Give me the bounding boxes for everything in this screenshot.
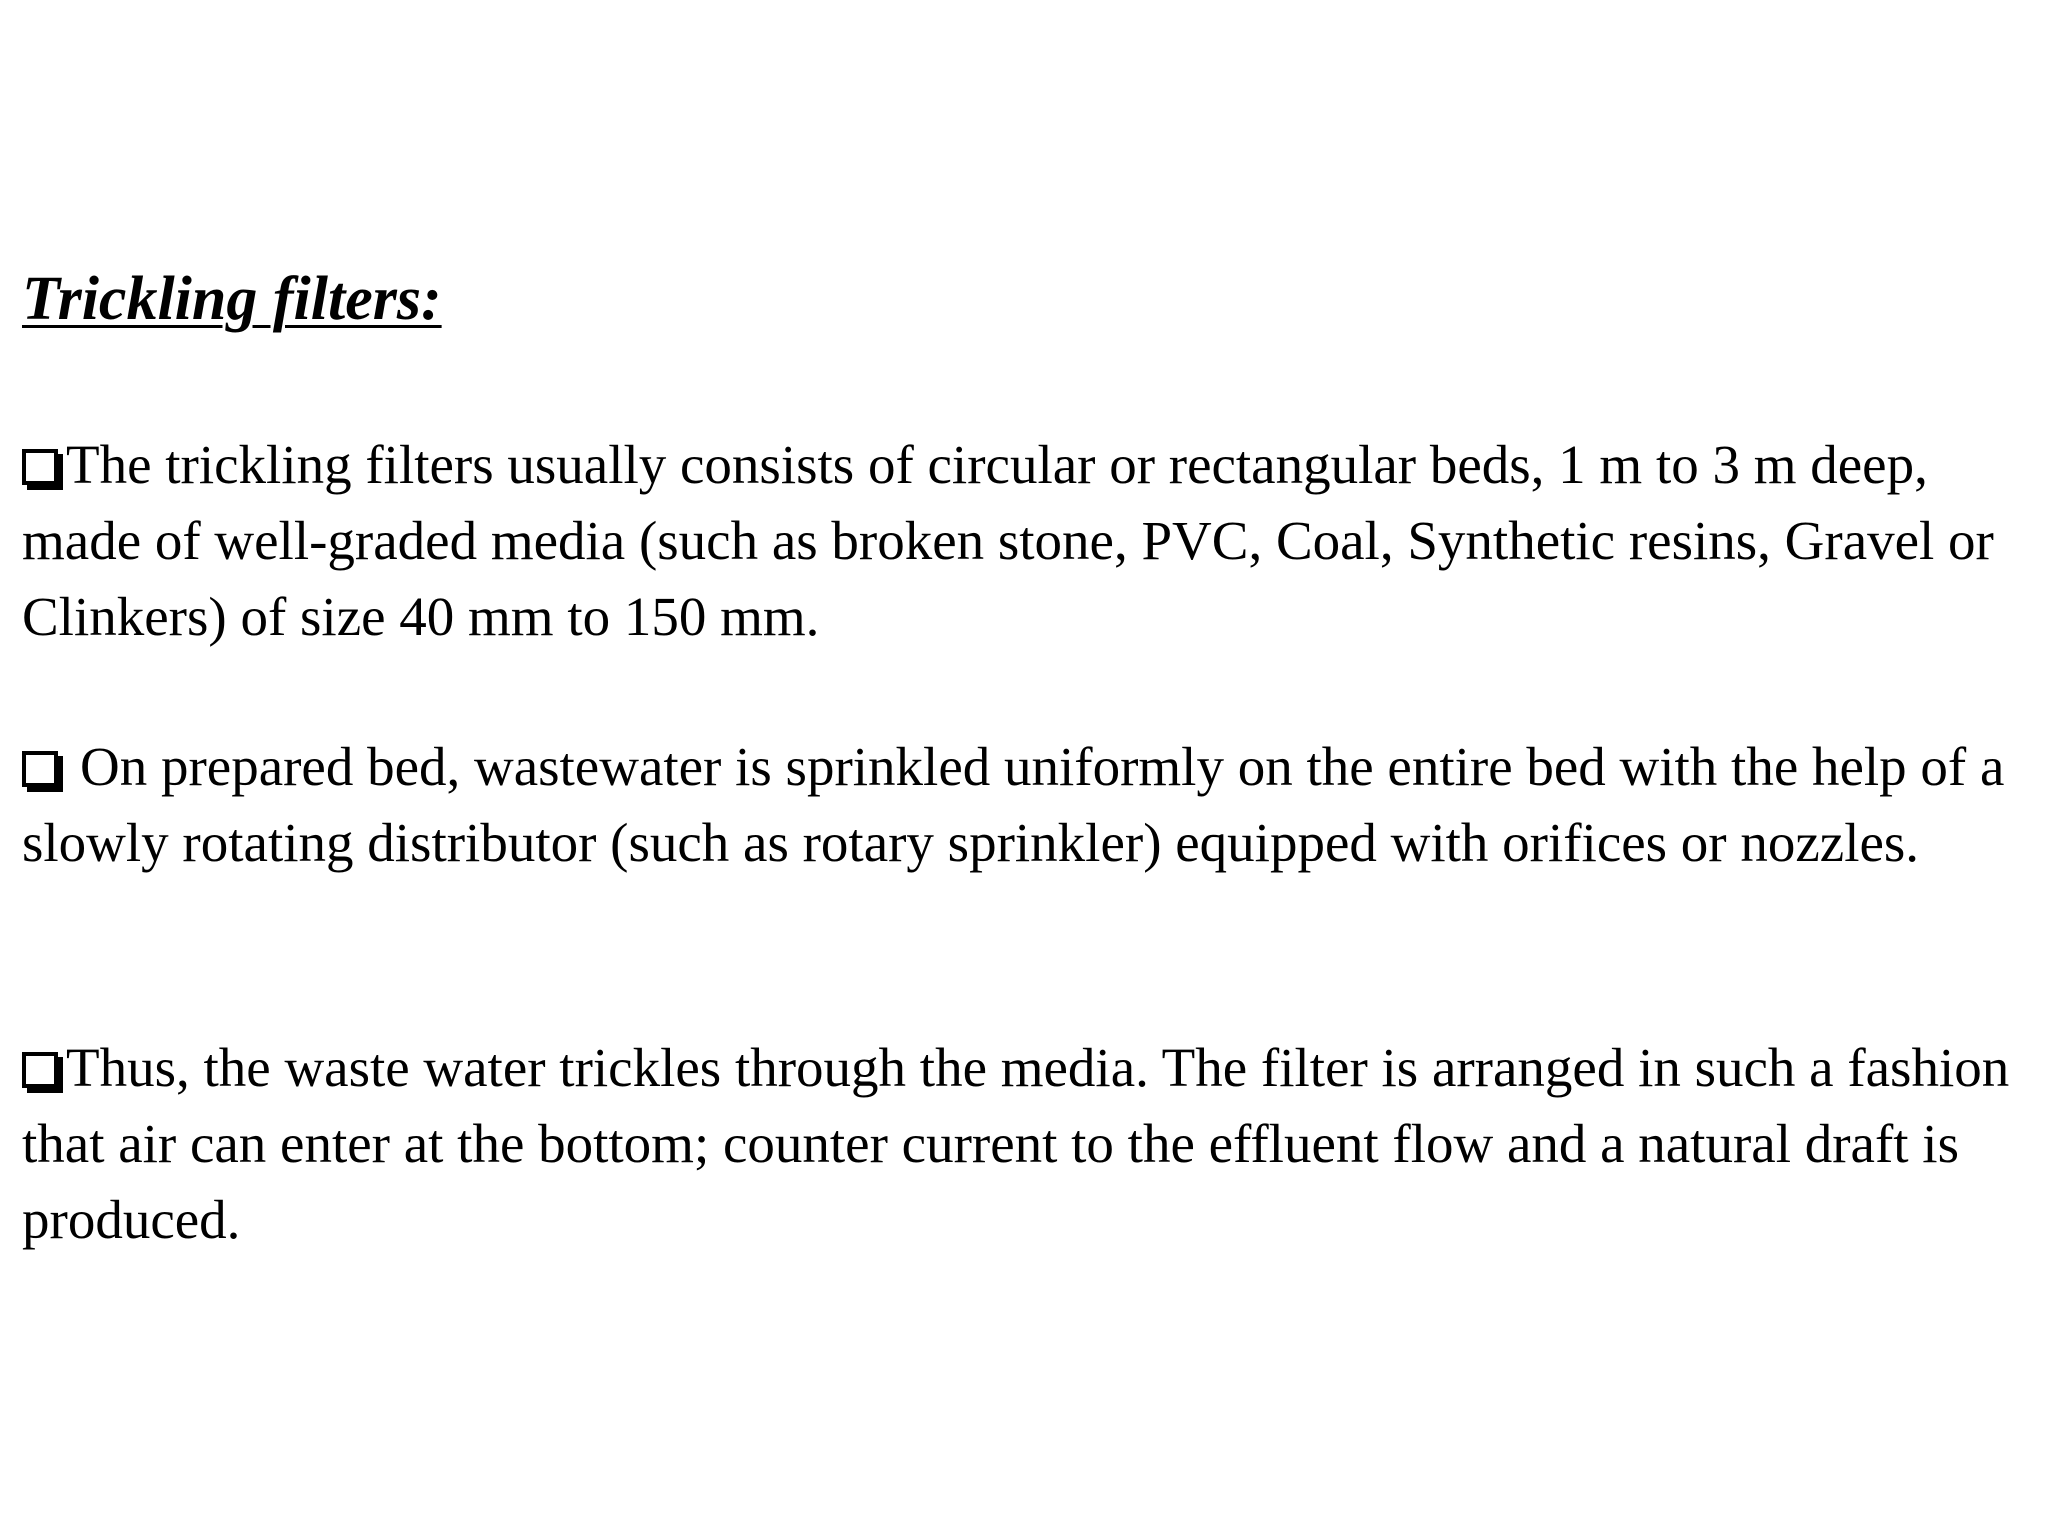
hollow-square-bullet-icon bbox=[22, 751, 58, 787]
bullet-paragraph-1 bbox=[22, 427, 2032, 655]
bullet-text-1: The trickling filters usually consists of circular or rectangular beds, 1 m to 3 m deep, made of well-graded media (such as broken stone, PVC, Coal, Synthetic resins, Gravel or Clinkers) of size 40 mm to 150 mm. bbox=[22, 434, 1994, 647]
bullet-text-3: Thus, the waste water trickles through the media. The filter is arranged in such a fashion that air can enter at the bottom; counter current to the effluent flow and a natural draft is produced. bbox=[22, 1037, 2010, 1250]
bullet-text-2: On prepared bed, wastewater is sprinkled uniformly on the entire bed with the help of a slowly rotating distributor (such as rotary sprinkler) equipped with orifices or nozzles. bbox=[22, 736, 2005, 873]
slide-title: Trickling filters: bbox=[22, 265, 442, 333]
bullet-paragraph-2 bbox=[22, 729, 2032, 881]
hollow-square-bullet-icon bbox=[22, 1052, 58, 1088]
bullet-paragraph-3 bbox=[22, 1030, 2032, 1258]
hollow-square-bullet-icon bbox=[22, 449, 58, 485]
